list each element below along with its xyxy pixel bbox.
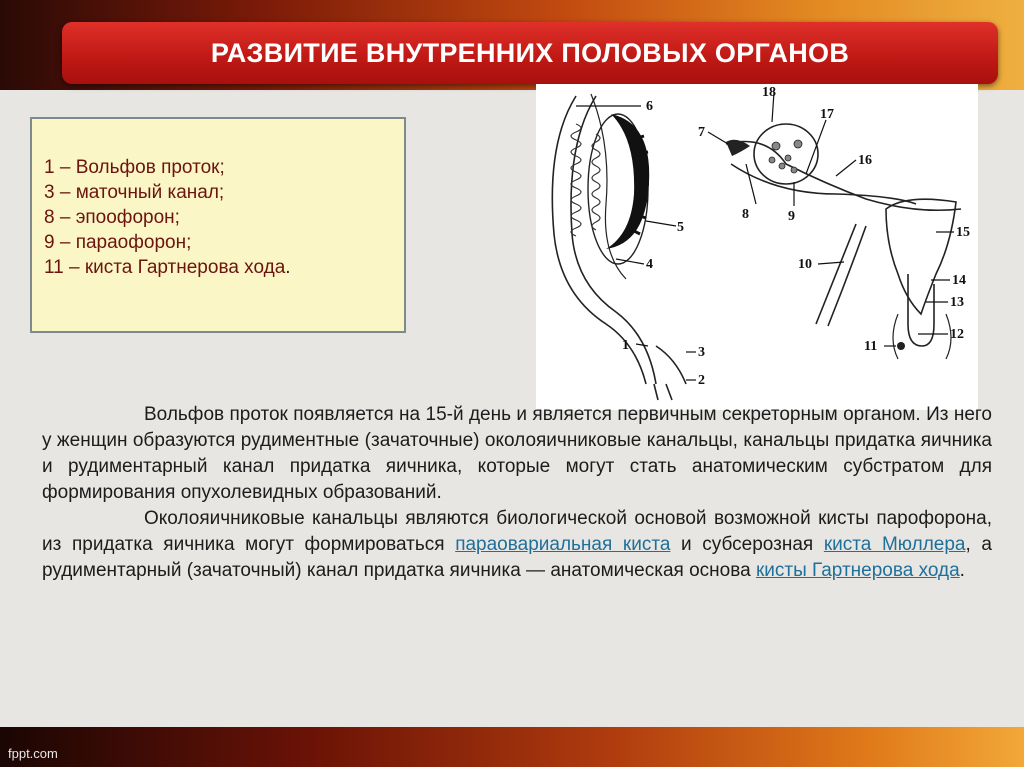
- legend-item-label: 9 – параофорон;: [44, 232, 192, 253]
- diagram-label: 10: [798, 257, 812, 272]
- paragraph-1: Вольфов проток появляется на 15-й день и является первичным секреторным органом. Из него у женщин образуются рудиментные (зачаточные) околояичниковые канальцы, канальцы придатка яичника и рудиментарный канал придатка яичника, которые могут стать анатомическим субстратом для формирования опухолевидных образований.: [42, 404, 992, 503]
- paragraph-2: [42, 506, 992, 584]
- diagram-label: 15: [956, 225, 970, 240]
- legend-item-label: 8 – эпоофорон;: [44, 207, 180, 228]
- legend-item-label: 11 – киста Гартнерова хода: [44, 257, 286, 278]
- diagram-label: 6: [646, 99, 653, 114]
- diagram-label: 12: [950, 327, 964, 342]
- paragraph-2-text: .: [959, 560, 965, 581]
- diagram-label: 11: [864, 339, 878, 354]
- paragraph-2-text: , а рудиментарный (зачаточный) канал придатка яичника — анатомическая основа: [42, 534, 992, 581]
- paragraph-2-text: Околояичниковые канальцы являются биологической основой возможной кисты парофорона, из придатка яичника могут формироваться: [42, 508, 992, 555]
- legend-item-end: .: [285, 257, 291, 278]
- legend-item-label: 3 – маточный канал;: [44, 182, 225, 203]
- diagram-label: 3: [698, 345, 705, 360]
- link-muller-cyst[interactable]: киста Мюллера: [823, 534, 966, 555]
- legend-item: [44, 155, 404, 180]
- diagram-label: 1: [622, 338, 629, 353]
- bottom-decor-band: [0, 727, 1024, 767]
- legend-item: [44, 255, 404, 280]
- link-paraovarian-cyst[interactable]: параовариальная киста: [455, 534, 671, 555]
- diagram-label: 7: [698, 125, 705, 140]
- diagram-label: 9: [788, 209, 795, 224]
- diagram-label: 18: [762, 85, 776, 100]
- body-text: [42, 402, 992, 584]
- legend-item: [44, 205, 404, 230]
- diagram-label: 4: [646, 257, 653, 272]
- legend-item-label: 1 – Вольфов проток;: [44, 157, 225, 178]
- diagram-label: 5: [677, 220, 684, 235]
- diagram-label: 14: [952, 273, 966, 288]
- link-gartner-duct-cyst[interactable]: кисты Гартнерова хода: [755, 560, 960, 581]
- legend-item: [44, 180, 404, 205]
- legend-item: [44, 230, 404, 255]
- slide-title: РАЗВИТИЕ ВНУТРЕННИХ ПОЛОВЫХ ОРГАНОВ: [210, 37, 850, 68]
- title-banner: [62, 22, 998, 84]
- footer-brand: fppt.com: [8, 746, 58, 761]
- diagram-label: 13: [950, 295, 964, 310]
- anatomy-diagram: [536, 84, 978, 410]
- legend-box: [30, 117, 406, 333]
- anatomy-diagram-svg: [536, 84, 978, 410]
- paragraph-2-text: и субсерозная: [670, 534, 824, 555]
- diagram-label: 17: [820, 107, 834, 122]
- diagram-label: 16: [858, 153, 872, 168]
- diagram-label: 8: [742, 207, 749, 222]
- diagram-label: 2: [698, 373, 705, 388]
